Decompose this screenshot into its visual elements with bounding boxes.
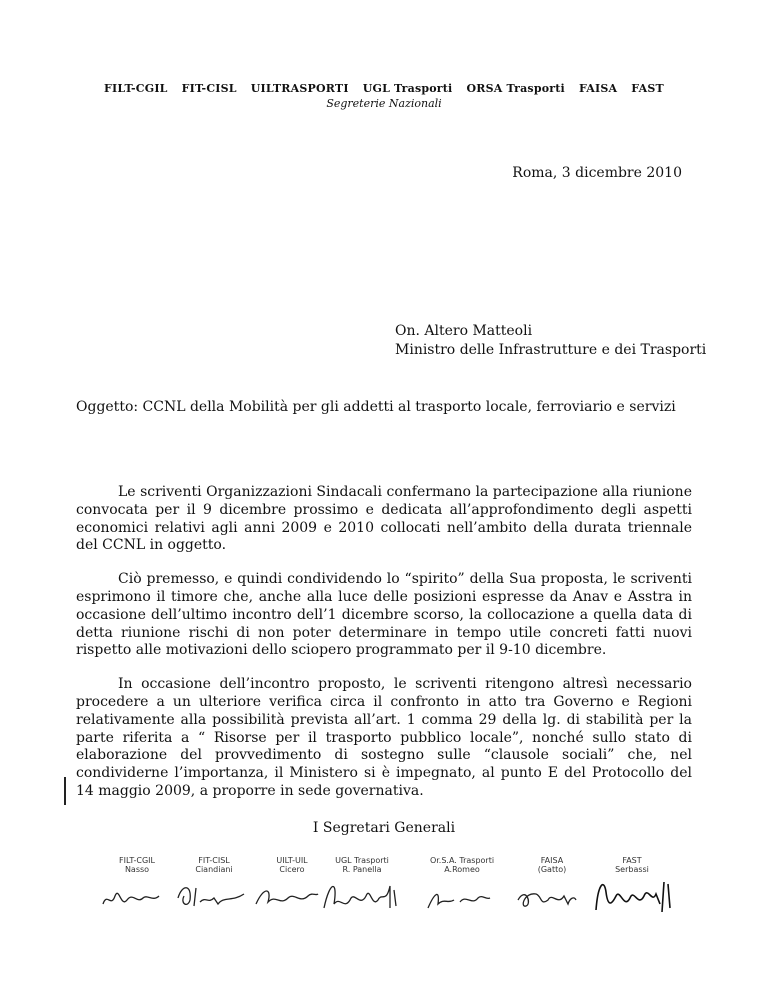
signature-org: FIT-CISL (198, 856, 230, 865)
union-fit-cisl: FIT-CISL (181, 82, 237, 95)
union-fast: FAST (631, 82, 664, 95)
signature-fast (590, 856, 674, 918)
handwritten-signature (172, 874, 248, 918)
signature-fit-cisl (172, 856, 256, 918)
signature-name: R. Panella (342, 865, 382, 874)
union-list (0, 82, 768, 95)
body-paragraph-3: In occasione dell’incontro proposto, le scriventi ritengono altresì necessario procedere a un ulteriore verifica circa il confronto in atto tra Governo e Regioni relativamente alla possibilità prevista all’art. 1 comma 29 della lg. di stabilità per la parte riferita a “ Risorse per il trasporto pubblico locale”, nonché sullo stato di elaborazione del provvedimento di sostegno sulle “clausole sociali” che, nel condividerne l’importanza, il Ministero si è impegnato, al punto E del Protocollo del 14 maggio 2009, a proporre in sede governativa. (76, 676, 692, 799)
recipient-block (395, 322, 706, 360)
handwritten-signature (590, 874, 674, 918)
signature-name: Nasso (124, 865, 150, 874)
signature-orsa (420, 856, 504, 918)
union-ugl-trasporti: UGL Trasporti (362, 82, 453, 95)
handwritten-signature (510, 874, 580, 918)
signature-filt-cgil (95, 856, 179, 918)
handwritten-signature (95, 874, 165, 918)
signature-org: UGL Trasporti (335, 856, 389, 865)
signature-org: Or.S.A. Trasporti (429, 856, 495, 865)
union-orsa-trasporti: ORSA Trasporti (466, 82, 565, 95)
signature-name: Cicero (279, 865, 305, 874)
signature-org: FAST (622, 856, 642, 865)
closing-line: I Segretari Generali (312, 820, 456, 836)
union-uiltrasporti: UILTRASPORTI (250, 82, 349, 95)
handwritten-signature (320, 874, 404, 918)
body-paragraph-2: Ciò premesso, e quindi condividendo lo “spirito” della Sua proposta, le scriventi esprimono il timore che, anche alla luce delle posizioni espresse da Anav e Asstra in occasione dell’ultimo incontro dell’1 dicembre scorso, la collocazione a quella data di detta riunione rischi di non poter determinare in tempo utile concreti fatti nuovi rispetto alle motivazioni dello sciopero programmato per il 9-10 dicembre. (76, 571, 692, 659)
body-paragraph-1: Le scriventi Organizzazioni Sindacali confermano la partecipazione alla riunione convocata per il 9 dicembre prossimo e dedicata all’approfondimento degli aspetti economici relativi agli anni 2009 e 2010 collocati nell’ambito della durata triennale del CCNL in oggetto. (76, 484, 692, 554)
signature-name: Serbassi (615, 865, 649, 874)
subject-line: Oggetto: CCNL della Mobilità per gli addetti al trasporto locale, ferroviario e servizi (76, 399, 676, 415)
signature-org: FILT-CGIL (119, 856, 155, 865)
signature-ugl (320, 856, 404, 918)
signature-name: A.Romeo (444, 865, 480, 874)
recipient-role: Ministro delle Infrastrutture e dei Trasporti (395, 342, 707, 358)
letter-date: Roma, 3 dicembre 2010 (512, 165, 682, 181)
union-faisa: FAISA (578, 82, 618, 95)
handwritten-signature (420, 874, 496, 918)
header-subtitle: Segreterie Nazionali (326, 97, 442, 110)
handwritten-signature (250, 874, 320, 918)
margin-mark (64, 777, 66, 805)
signature-name: (Gatto) (537, 865, 567, 874)
signature-org: FAISA (540, 856, 564, 865)
signature-org: UILT-UIL (276, 856, 308, 865)
signature-faisa (510, 856, 594, 918)
signature-name: Ciandiani (195, 865, 233, 874)
union-filt-cgil: FILT-CGIL (104, 82, 168, 95)
letter-body (76, 484, 692, 817)
recipient-name: On. Altero Matteoli (395, 323, 533, 339)
